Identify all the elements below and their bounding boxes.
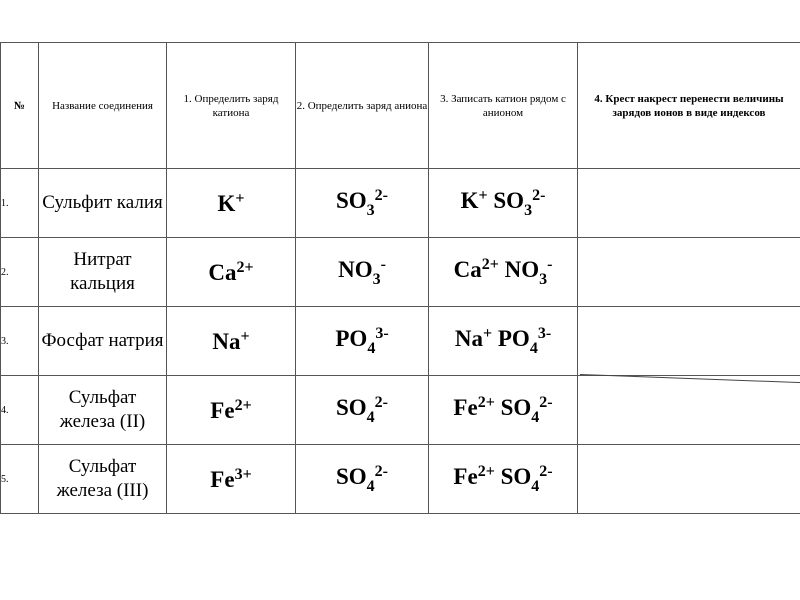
- header-col1: 1. Определить заряд катиона: [167, 43, 296, 169]
- combo-anion: SO: [493, 187, 525, 213]
- row-index: 5.: [1, 445, 39, 514]
- anion-charge: 2-: [374, 393, 388, 411]
- anion-subscript: 4: [366, 477, 375, 495]
- cation-formula: [167, 307, 296, 376]
- anion-subscript: 4: [367, 339, 376, 357]
- compound-name: Сульфат железа (III): [39, 445, 167, 514]
- combined-formula: [429, 238, 578, 307]
- table-row: [1, 445, 800, 514]
- combo-anion-subscript: 3: [524, 201, 533, 219]
- combo-cation-charge: +: [482, 324, 493, 342]
- combo-anion-subscript: 4: [529, 339, 538, 357]
- combo-anion-charge: 2-: [539, 462, 553, 480]
- anion-formula: [296, 238, 429, 307]
- combo-anion-charge: 3-: [537, 324, 552, 342]
- cation-formula: [167, 169, 296, 238]
- anion-symbol: SO: [335, 463, 367, 489]
- anion-formula: [296, 376, 429, 445]
- answer-cell: [578, 238, 800, 307]
- combo-cation: Ca: [453, 256, 482, 282]
- combo-cation-charge: 2+: [477, 393, 495, 411]
- compound-name: Нитрат кальция: [39, 238, 167, 307]
- combo-anion: SO: [500, 394, 532, 420]
- anion-symbol: SO: [335, 187, 367, 213]
- anion-charge: 2-: [374, 186, 388, 204]
- combo-anion-subscript: 3: [539, 270, 548, 288]
- chemistry-table: [0, 42, 800, 514]
- cation-formula: [167, 238, 296, 307]
- compound-name: Сульфат железа (II): [39, 376, 167, 445]
- header-name: Название соединения: [39, 43, 167, 169]
- cation-charge: +: [235, 189, 245, 207]
- compound-name: Сульфит калия: [39, 169, 167, 238]
- answer-cell: [578, 445, 800, 514]
- combo-anion: SO: [500, 463, 532, 489]
- table-row: [1, 169, 800, 238]
- combo-anion-subscript: 4: [531, 477, 540, 495]
- cation-formula: [167, 445, 296, 514]
- combo-cation: K: [460, 187, 479, 213]
- cation-charge: +: [240, 327, 250, 345]
- row-index: 4.: [1, 376, 39, 445]
- anion-symbol: NO: [338, 256, 373, 282]
- combo-anion-charge: 2-: [539, 393, 553, 411]
- header-number: №: [1, 43, 39, 169]
- anion-subscript: 4: [366, 408, 375, 426]
- cation-charge: 2+: [236, 258, 254, 276]
- combined-formula: [429, 445, 578, 514]
- combo-cation-charge: +: [478, 186, 488, 204]
- answer-cell: [578, 376, 800, 445]
- combo-anion-charge: 2-: [532, 186, 546, 204]
- header-col4: 4. Крест накрест перенести величины зарядов ионов в виде индексов: [578, 43, 800, 169]
- combo-anion: NO: [504, 256, 540, 282]
- cation-formula: [167, 376, 296, 445]
- row-index: 2.: [1, 238, 39, 307]
- row-index: 1.: [1, 169, 39, 238]
- answer-cell: [578, 169, 800, 238]
- cation-symbol: K: [217, 190, 236, 216]
- header-col2: 2. Определить заряд аниона: [296, 43, 429, 169]
- anion-symbol: SO: [335, 394, 367, 420]
- table-row: [1, 238, 800, 307]
- compound-name: Фосфат натрия: [39, 307, 167, 376]
- cation-symbol: Ca: [208, 259, 237, 285]
- anion-charge: 3-: [375, 324, 389, 342]
- combo-anion-subscript: 4: [531, 408, 540, 426]
- anion-charge: -: [380, 255, 386, 273]
- answer-cell: [578, 307, 800, 376]
- cation-charge: 2+: [234, 396, 252, 414]
- anion-formula: [296, 307, 429, 376]
- cation-symbol: Na: [212, 328, 241, 354]
- anion-formula: [296, 169, 429, 238]
- table-row: [1, 307, 800, 376]
- anion-charge: 2-: [374, 462, 388, 480]
- combined-formula: [429, 169, 578, 238]
- combo-cation-charge: 2+: [477, 462, 495, 480]
- combo-cation: Fe: [453, 394, 478, 420]
- combined-formula: [429, 376, 578, 445]
- combo-cation: Na: [454, 325, 483, 351]
- combined-formula: [429, 307, 578, 376]
- table-row: [1, 376, 800, 445]
- cation-symbol: Fe: [210, 397, 235, 423]
- anion-subscript: 3: [372, 270, 381, 288]
- cation-charge: 3+: [234, 465, 252, 483]
- combo-anion-charge: -: [547, 255, 553, 273]
- anion-formula: [296, 445, 429, 514]
- combo-anion: PO: [497, 325, 530, 351]
- header-row: [1, 43, 800, 169]
- anion-symbol: PO: [335, 325, 368, 351]
- cation-symbol: Fe: [210, 466, 235, 492]
- row-index: 3.: [1, 307, 39, 376]
- header-col3: 3. Записать катион рядом с анионом: [429, 43, 578, 169]
- combo-cation-charge: 2+: [481, 255, 499, 273]
- anion-subscript: 3: [366, 201, 375, 219]
- combo-cation: Fe: [453, 463, 478, 489]
